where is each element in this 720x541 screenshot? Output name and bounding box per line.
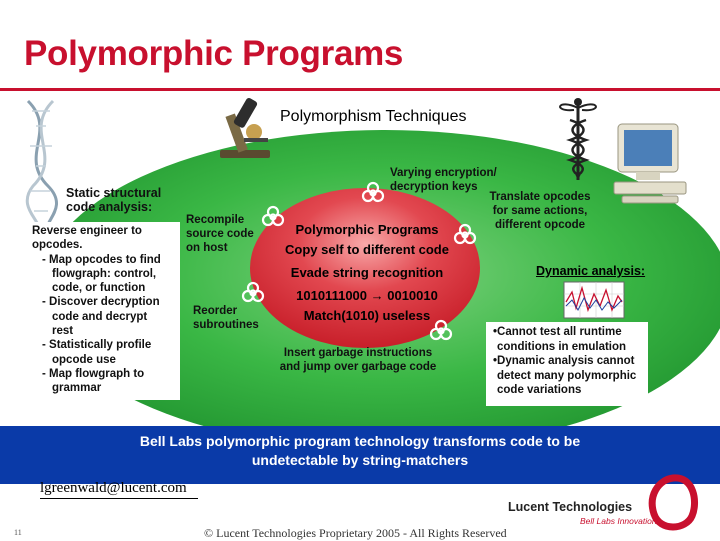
- label-line: Recompile: [186, 214, 245, 226]
- oval-line: 1010111000 → 0010010: [296, 288, 438, 303]
- list-item: •Dynamic analysis cannot: [493, 355, 635, 367]
- label-line: Reorder: [193, 305, 238, 317]
- list-item: detect many polymorphic: [497, 369, 637, 382]
- banner-line: Bell Labs polymorphic program technology transforms code to be: [139, 433, 581, 449]
- oval-line: Match(1010) useless: [303, 308, 431, 323]
- list-item: opcode use: [52, 353, 116, 366]
- list-item: code and decrypt: [52, 310, 148, 323]
- biohazard-icon: [360, 180, 386, 206]
- label-line: source code: [186, 228, 254, 240]
- banner-line: undetectable by string-matchers: [251, 452, 469, 468]
- oval-line: Evade string recognition: [290, 265, 444, 280]
- waveform-chart-icon: [562, 280, 626, 320]
- reorder-label: [193, 304, 259, 332]
- dynamic-analysis-heading: Dynamic analysis:: [536, 264, 646, 278]
- dynamic-analysis-list: [493, 325, 636, 398]
- summary-banner-text: [0, 432, 720, 470]
- label-line: subroutines: [193, 319, 259, 331]
- oval-title: Polymorphic Programs: [295, 222, 439, 237]
- page-number: 11: [14, 528, 22, 537]
- label-line: for same actions,: [492, 205, 588, 217]
- lucent-ring-logo: [646, 472, 700, 534]
- list-item: - Discover decryption: [42, 296, 160, 309]
- computer-icon: [612, 120, 690, 204]
- microscope-image: [214, 94, 278, 160]
- static-heading-line: code analysis:: [66, 200, 153, 214]
- list-item: opcodes.: [32, 239, 83, 252]
- list-item: Reverse engineer to: [32, 225, 142, 237]
- static-heading-line: Static structural: [66, 186, 162, 200]
- list-item: •Cannot test all runtime: [493, 326, 622, 338]
- translate-opcodes-label: [476, 190, 604, 232]
- recompile-label: [186, 213, 254, 255]
- oval-line: Copy self to different code: [285, 242, 449, 257]
- company-name: Lucent Technologies: [508, 500, 633, 514]
- list-item: conditions in emulation: [497, 340, 627, 353]
- list-item: code variations: [497, 384, 582, 396]
- dna-image: [18, 96, 68, 236]
- label-line: Translate opcodes: [489, 191, 591, 203]
- list-item: rest: [52, 325, 74, 338]
- label-line: Insert garbage instructions: [283, 347, 433, 359]
- label-line: on host: [186, 242, 228, 254]
- static-analysis-list: [32, 224, 161, 396]
- list-item: - Map opcodes to find: [42, 253, 161, 266]
- label-line: decryption keys: [390, 181, 478, 193]
- label-line: Varying encryption/: [390, 167, 497, 179]
- center-oval-text: [262, 220, 472, 326]
- slide-title: Polymorphic Programs: [24, 34, 404, 73]
- list-item: flowgraph: control,: [52, 267, 157, 280]
- caduceus-icon: [548, 96, 608, 182]
- static-analysis-heading: [66, 186, 161, 214]
- label-line: different opcode: [494, 219, 586, 231]
- list-item: code, or function: [52, 282, 146, 295]
- list-item: - Statistically profile: [42, 339, 152, 352]
- list-item: - Map flowgraph to: [42, 367, 145, 380]
- company-tagline: Bell Labs Innovations: [580, 516, 661, 526]
- slide-subtitle: Polymorphism Techniques: [280, 108, 467, 125]
- contact-email: lgreenwald@lucent.com: [40, 480, 187, 496]
- label-line: and jump over garbage code: [279, 361, 437, 373]
- list-item: grammar: [52, 382, 102, 395]
- insert-garbage-label: [272, 346, 444, 374]
- email-underline: [40, 498, 198, 499]
- copyright-text: © Lucent Technologies Proprietary 2005 - All Rights Reserved: [204, 526, 507, 540]
